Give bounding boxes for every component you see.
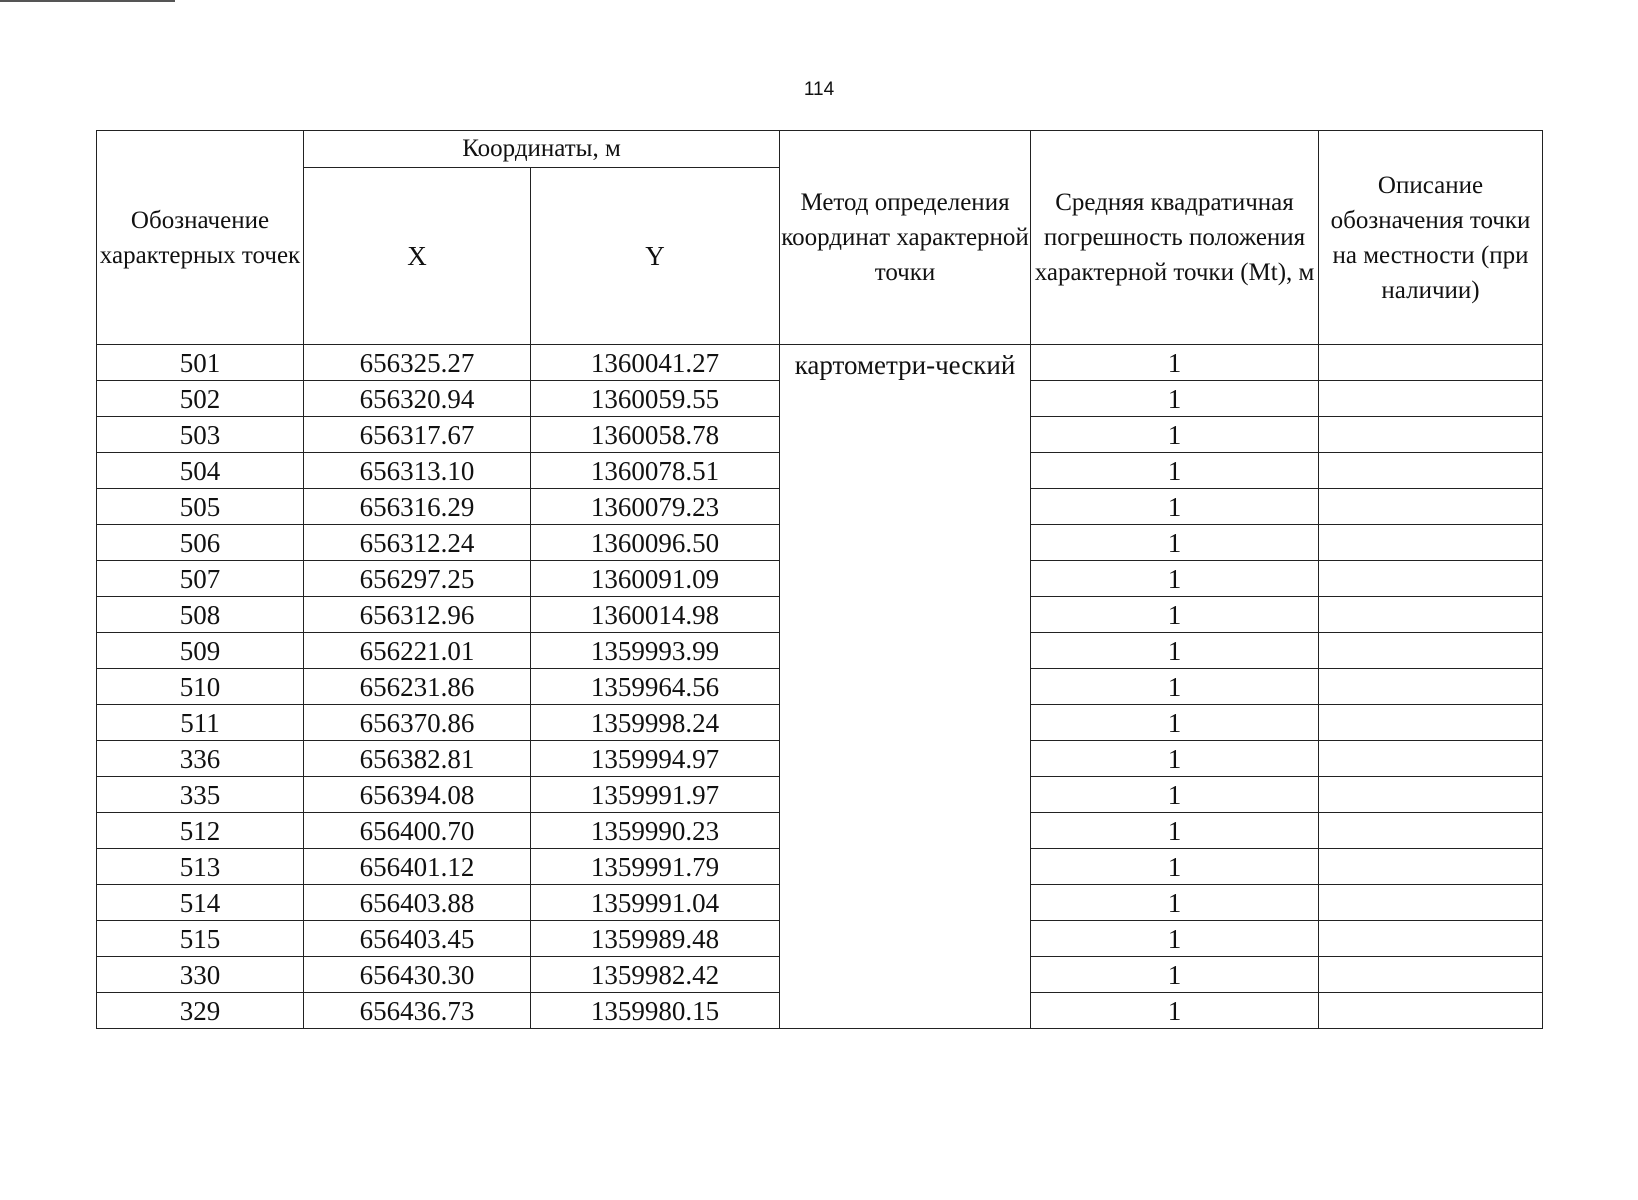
cell-y: 1359993.99	[531, 633, 780, 669]
cell-point: 501	[97, 345, 304, 381]
cell-y: 1360079.23	[531, 489, 780, 525]
cell-mt: 1	[1031, 345, 1319, 381]
cell-y: 1359991.04	[531, 885, 780, 921]
cell-y: 1359998.24	[531, 705, 780, 741]
cell-description	[1319, 669, 1543, 705]
cell-point: 513	[97, 849, 304, 885]
cell-method: картометри-ческий	[780, 345, 1031, 1029]
cell-point: 510	[97, 669, 304, 705]
cell-y: 1360078.51	[531, 453, 780, 489]
cell-description	[1319, 885, 1543, 921]
cell-y: 1359994.97	[531, 741, 780, 777]
cell-description	[1319, 777, 1543, 813]
cell-x: 656382.81	[304, 741, 531, 777]
cell-description	[1319, 417, 1543, 453]
cell-point: 329	[97, 993, 304, 1029]
cell-description	[1319, 381, 1543, 417]
header-description: Описание обозначения точки на местности (при наличии)	[1319, 131, 1543, 345]
cell-point: 508	[97, 597, 304, 633]
cell-description	[1319, 849, 1543, 885]
cell-mt: 1	[1031, 813, 1319, 849]
cell-y: 1359991.97	[531, 777, 780, 813]
cell-x: 656312.96	[304, 597, 531, 633]
cell-description	[1319, 633, 1543, 669]
cell-y: 1360014.98	[531, 597, 780, 633]
header-error: Средняя квадратичная погрешность положения характерной точки (Mt), м	[1031, 131, 1319, 345]
cell-x: 656316.29	[304, 489, 531, 525]
cell-description	[1319, 993, 1543, 1029]
cell-point: 509	[97, 633, 304, 669]
cell-y: 1359982.42	[531, 957, 780, 993]
cell-point: 511	[97, 705, 304, 741]
cell-x: 656231.86	[304, 669, 531, 705]
cell-mt: 1	[1031, 633, 1319, 669]
cell-mt: 1	[1031, 741, 1319, 777]
cell-x: 656430.30	[304, 957, 531, 993]
page-number: 114	[803, 79, 835, 100]
cell-description	[1319, 489, 1543, 525]
table-row	[97, 345, 1543, 381]
cell-x: 656312.24	[304, 525, 531, 561]
cell-x: 656370.86	[304, 705, 531, 741]
cell-point: 335	[97, 777, 304, 813]
cell-y: 1359964.56	[531, 669, 780, 705]
cell-point: 503	[97, 417, 304, 453]
cell-description	[1319, 453, 1543, 489]
cell-description	[1319, 813, 1543, 849]
cell-mt: 1	[1031, 453, 1319, 489]
cell-y: 1359989.48	[531, 921, 780, 957]
cell-y: 1360058.78	[531, 417, 780, 453]
cell-description	[1319, 345, 1543, 381]
cell-mt: 1	[1031, 957, 1319, 993]
table-body	[97, 345, 1543, 1029]
cell-point: 514	[97, 885, 304, 921]
cell-y: 1359980.15	[531, 993, 780, 1029]
cell-point: 502	[97, 381, 304, 417]
cell-mt: 1	[1031, 849, 1319, 885]
cell-mt: 1	[1031, 777, 1319, 813]
cell-y: 1359991.79	[531, 849, 780, 885]
cell-x: 656317.67	[304, 417, 531, 453]
cell-y: 1359990.23	[531, 813, 780, 849]
cell-mt: 1	[1031, 669, 1319, 705]
cell-mt: 1	[1031, 993, 1319, 1029]
cell-x: 656394.08	[304, 777, 531, 813]
table-header	[97, 131, 1543, 345]
cell-x: 656297.25	[304, 561, 531, 597]
cell-mt: 1	[1031, 561, 1319, 597]
cell-point: 515	[97, 921, 304, 957]
cell-point: 507	[97, 561, 304, 597]
cell-mt: 1	[1031, 885, 1319, 921]
cell-point: 505	[97, 489, 304, 525]
cell-point: 506	[97, 525, 304, 561]
header-x: X	[304, 168, 531, 345]
cell-x: 656313.10	[304, 453, 531, 489]
cell-x: 656400.70	[304, 813, 531, 849]
cell-y: 1360091.09	[531, 561, 780, 597]
cell-mt: 1	[1031, 597, 1319, 633]
cell-x: 656403.45	[304, 921, 531, 957]
header-method: Метод определения координат характерной точки	[780, 131, 1031, 345]
cell-description	[1319, 705, 1543, 741]
cell-mt: 1	[1031, 921, 1319, 957]
header-point: Обозначение характерных точек	[97, 131, 304, 345]
header-y: Y	[531, 168, 780, 345]
cell-mt: 1	[1031, 489, 1319, 525]
cell-y: 1360059.55	[531, 381, 780, 417]
header-coordinates: Координаты, м	[304, 131, 780, 168]
cell-description	[1319, 921, 1543, 957]
cell-x: 656401.12	[304, 849, 531, 885]
cell-x: 656403.88	[304, 885, 531, 921]
cell-description	[1319, 561, 1543, 597]
cell-mt: 1	[1031, 705, 1319, 741]
cell-x: 656436.73	[304, 993, 531, 1029]
cell-x: 656221.01	[304, 633, 531, 669]
cell-description	[1319, 741, 1543, 777]
cell-point: 504	[97, 453, 304, 489]
cell-mt: 1	[1031, 525, 1319, 561]
cell-description	[1319, 525, 1543, 561]
cell-mt: 1	[1031, 417, 1319, 453]
scan-edge-line	[0, 0, 175, 2]
cell-point: 330	[97, 957, 304, 993]
cell-mt: 1	[1031, 381, 1319, 417]
cell-y: 1360041.27	[531, 345, 780, 381]
cell-x: 656325.27	[304, 345, 531, 381]
cell-description	[1319, 597, 1543, 633]
coordinates-table	[96, 130, 1543, 1029]
cell-description	[1319, 957, 1543, 993]
cell-point: 512	[97, 813, 304, 849]
cell-x: 656320.94	[304, 381, 531, 417]
cell-point: 336	[97, 741, 304, 777]
cell-y: 1360096.50	[531, 525, 780, 561]
